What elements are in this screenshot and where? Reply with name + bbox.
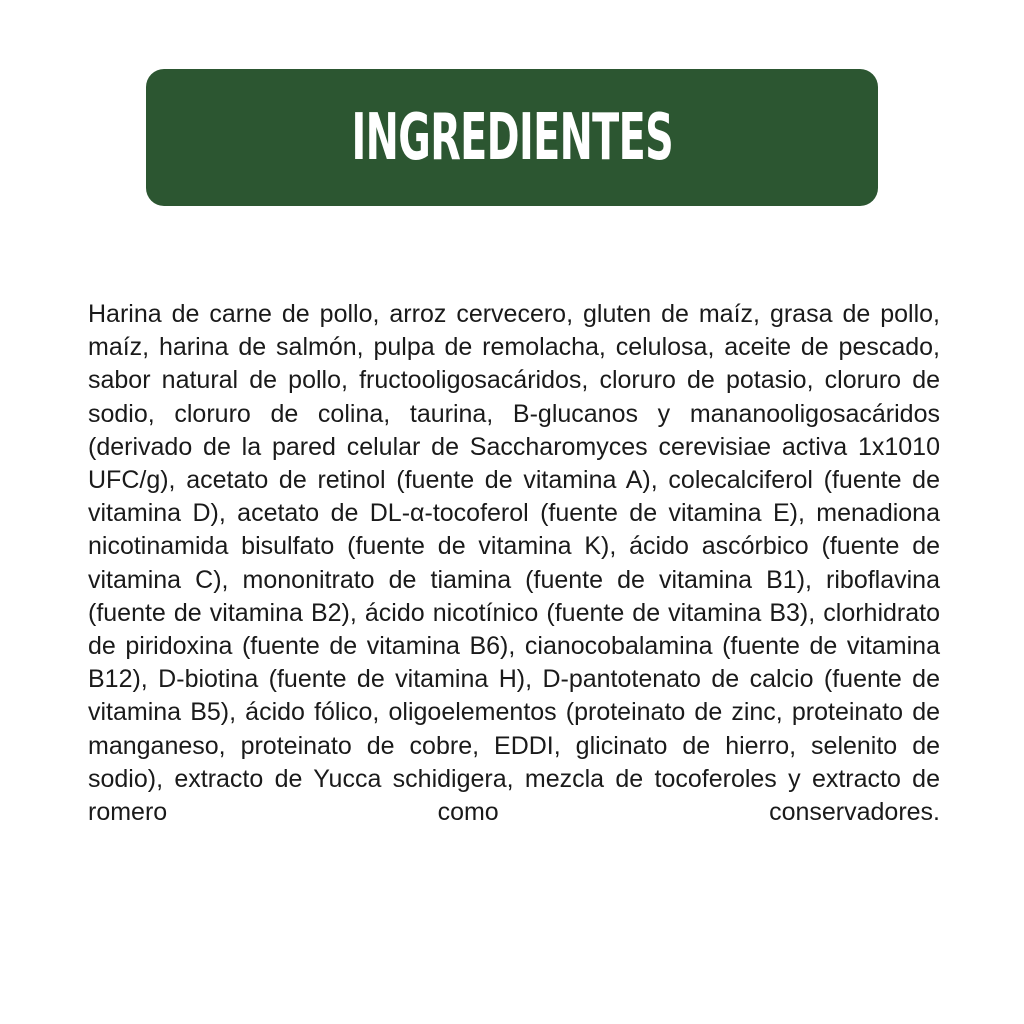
title-banner	[146, 69, 878, 206]
ingredients-paragraph: Harina de carne de pollo, arroz cervecero, gluten de maíz, grasa de pollo, maíz, harina de salmón, pulpa de remolacha, celulosa, aceite de pescado, sabor natural de pollo, fructooligosacáridos, cloruro de potasio, cloruro de sodio, cloruro de colina, taurina, B-glucanos y mananooligosacáridos (derivado de la pared celular de Saccharomyces cerevisiae activa 1x1010 UFC/g), acetato de retinol (fuente de vitamina A), colecalciferol (fuente de vitamina D), acetato de DL-α-tocoferol (fuente de vitamina E), menadiona nicotinamida bisulfato (fuente de vitamina K), ácido ascórbico (fuente de vitamina C), mononitrato de tiamina (fuente de vitamina B1), riboflavina (fuente de vitamina B2), ácido nicotínico (fuente de vitamina B3), clorhidrato de piridoxina (fuente de vitamina B6), cianocobalamina (fuente de vitamina B12), D-biotina (fuente de vitamina H), D-pantotenato de calcio (fuente de vitamina B5), ácido fólico, oligoelementos (proteinato de zinc, proteinato de manganeso, proteinato de cobre, EDDI, glicinato de hierro, selenito de sodio), extracto de Yucca schidigera, mezcla de tocoferoles y extracto de romero como conservadores.	[88, 300, 940, 827]
page-title: INGREDIENTES	[351, 100, 673, 175]
